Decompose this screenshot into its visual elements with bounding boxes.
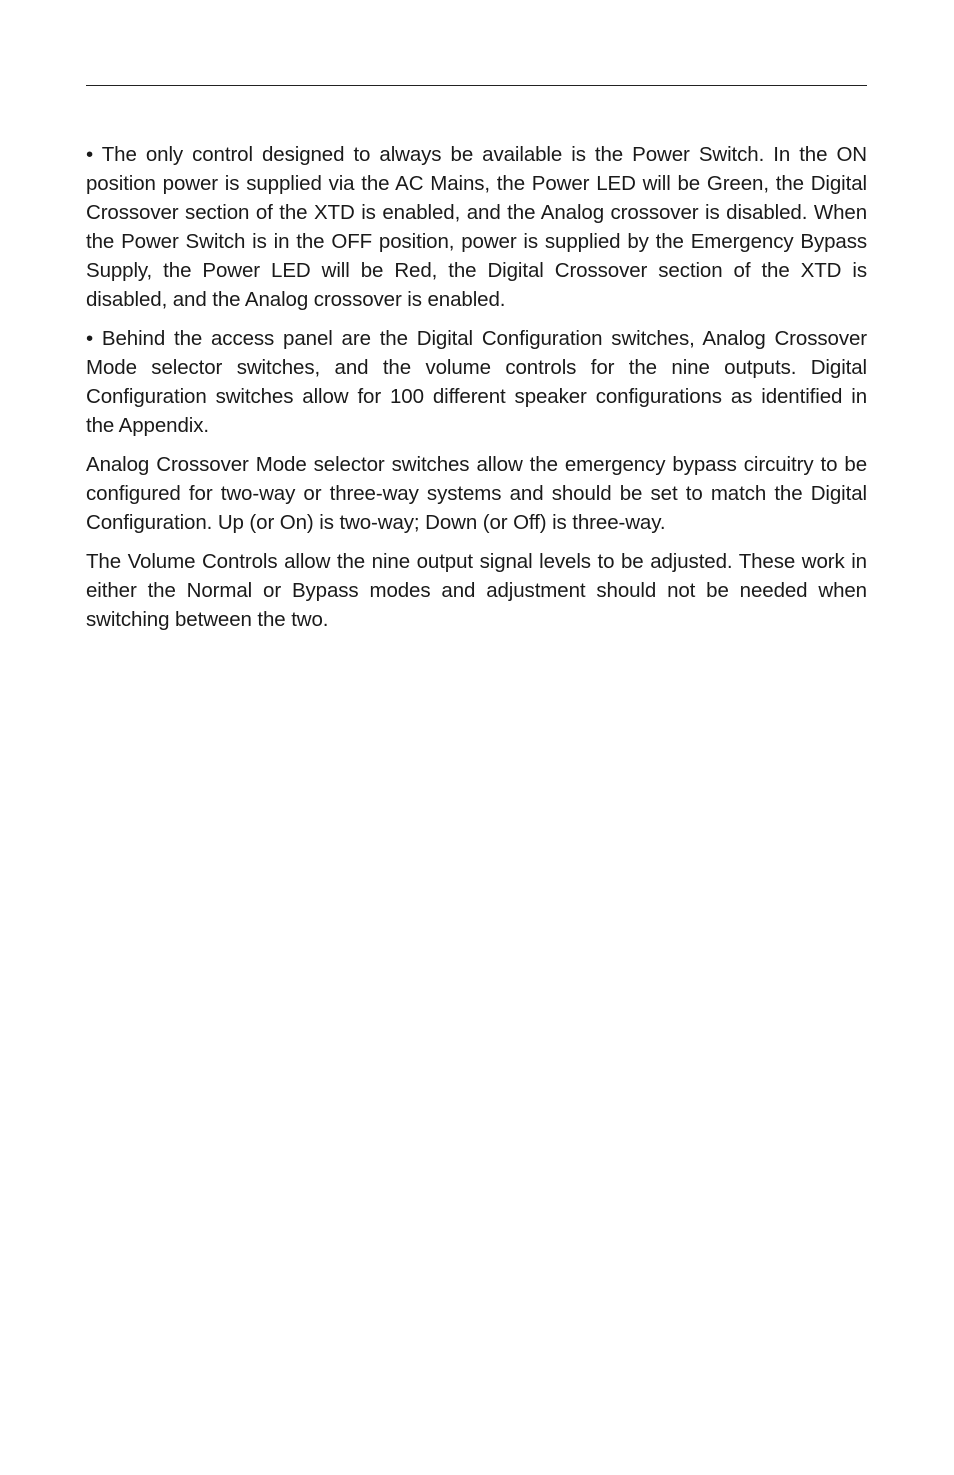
paragraph-volume-controls: The Volume Controls allow the nine output signal levels to be adjusted. These work in either the Normal or Bypass modes and adjustment should not be needed when switching between the two. (86, 550, 867, 631)
body-text (86, 140, 867, 644)
header-rule (86, 85, 867, 86)
paragraph-analog-crossover-mode: Analog Crossover Mode selector switches allow the emergency bypass circuitry to be configured for two-way or three-way systems and should be set to match the Digital Configuration. Up (or On) is two-way; Down (or Off) is three-way. (86, 453, 867, 534)
paragraph-power-switch: • The only control designed to always be available is the Power Switch. In the ON position power is supplied via the AC Mains, the Power LED will be Green, the Digital Crossover section of the XTD is enabled, and the Analog crossover is disabled. When the Power Switch is in the OFF position, power is supplied by the Emergency Bypass Supply, the Power LED will be Red, the Digital Crossover section of the XTD is disabled, and the Analog crossover is enabled. (86, 143, 867, 311)
paragraph-access-panel: • Behind the access panel are the Digital Configuration switches, Analog Crossover Mode selector switches, and the volume controls for the nine outputs. Digital Configuration switches allow for 100 different speaker configurations as identified in the Appendix. (86, 327, 867, 437)
